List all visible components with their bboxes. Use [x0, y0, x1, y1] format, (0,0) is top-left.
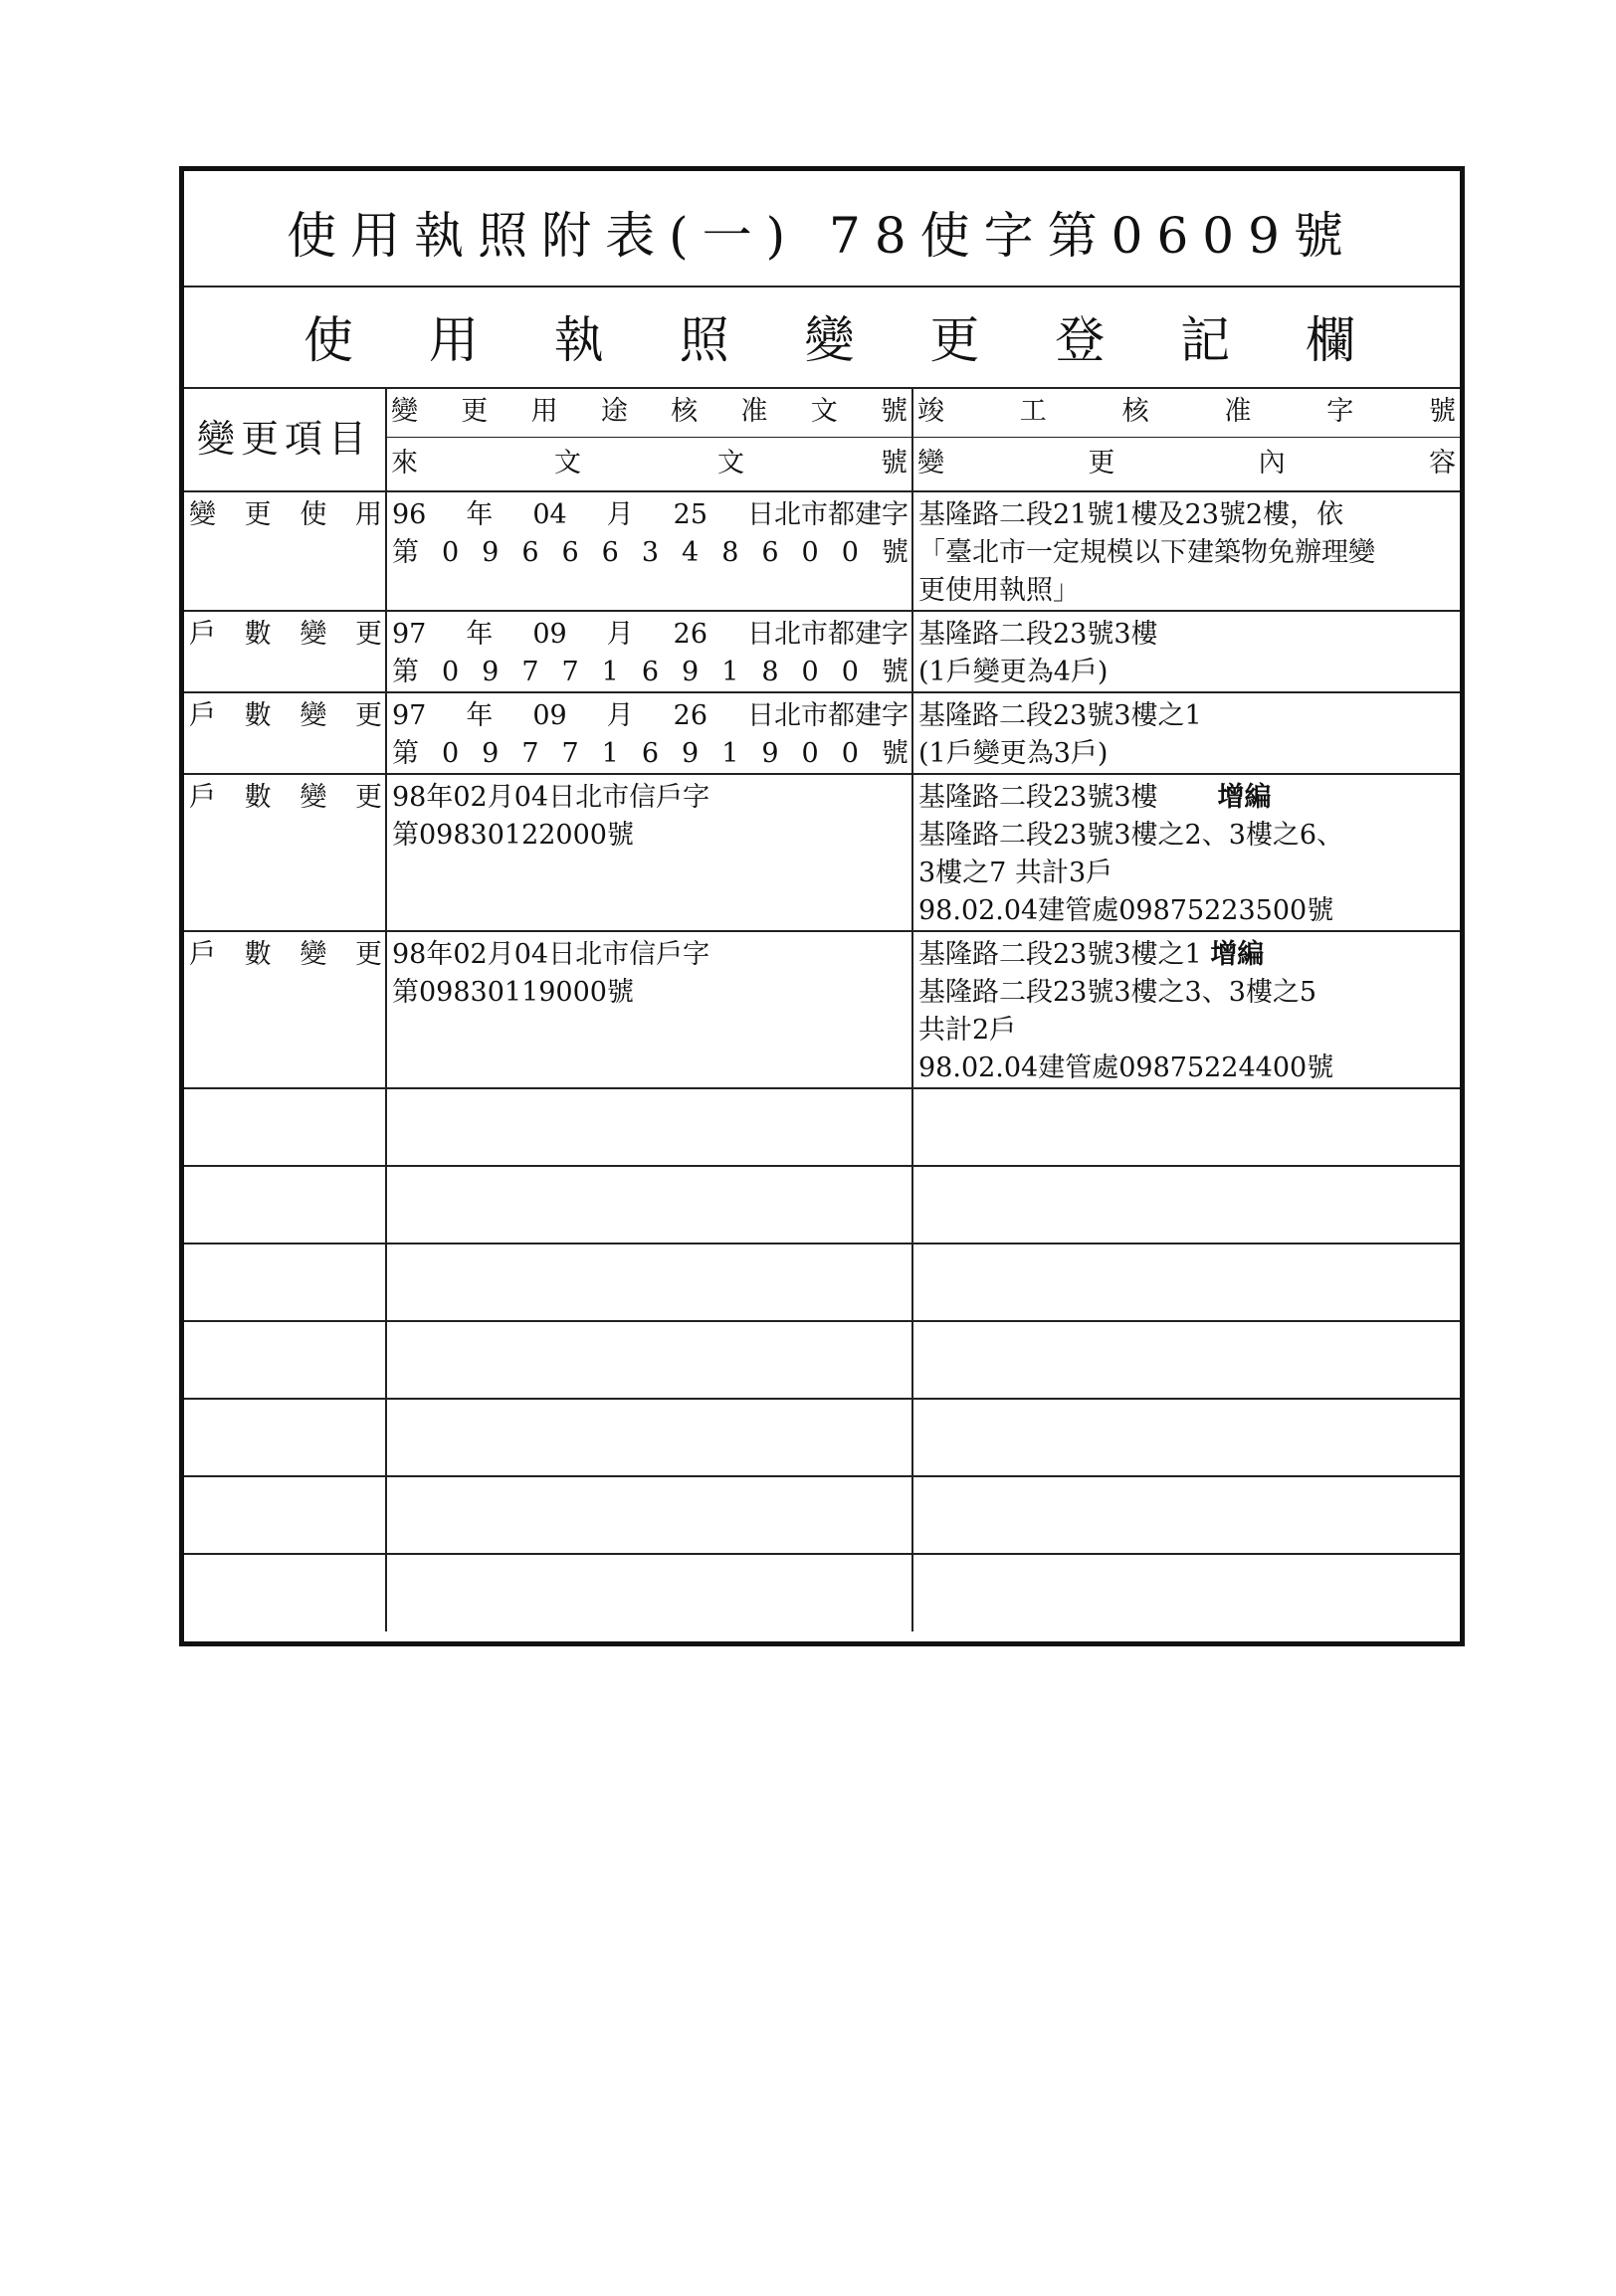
content-line: 基隆路二段23號3樓之3、3樓之5 [918, 977, 1317, 1008]
doc-token: 第 [392, 738, 419, 769]
content-line: 基隆路二段23號3樓之1 [918, 700, 1202, 731]
empty-cell [386, 1321, 912, 1399]
doc-line [392, 697, 909, 735]
item-label [189, 936, 382, 974]
header-char: 文 [717, 448, 744, 478]
empty-cell [184, 1244, 386, 1321]
content-text: 基隆路二段23號3樓之1 [918, 939, 1202, 970]
doc-token: 6 [561, 537, 579, 568]
doc-line [392, 534, 909, 572]
empty-cell [184, 1321, 386, 1399]
doc-token: 年 [466, 700, 494, 731]
doc-token: 月 [606, 700, 634, 731]
change-register-table [184, 387, 1460, 1631]
empty-cell [912, 1476, 1460, 1554]
content-cell [912, 611, 1460, 692]
doc-token: 04 [532, 499, 567, 530]
empty-row [184, 1166, 1460, 1244]
content-line: 「臺北市一定規模以下建築物免辦理變 [918, 537, 1375, 568]
content-line [918, 936, 1457, 974]
doc-line: 98年02月04日北市信戶字 [392, 939, 710, 970]
empty-cell [184, 1399, 386, 1476]
doc-token: 26 [673, 700, 708, 731]
header-approval-cell [912, 387, 1460, 491]
header-doc-cell [386, 387, 912, 491]
form-subtitle [303, 286, 1355, 387]
item-char: 數 [244, 700, 272, 731]
doc-token: 7 [561, 738, 579, 769]
form-title: 使用執照附表(一) 78使字第0609號 [287, 206, 1357, 265]
doc-token: 9 [682, 657, 700, 687]
item-label [189, 697, 382, 735]
doc-token: 0 [841, 738, 859, 769]
doc-token: 0 [801, 657, 819, 687]
empty-cell [912, 1399, 1460, 1476]
doc-token: 日北市都建字 [747, 700, 909, 731]
doc-token: 年 [466, 619, 494, 650]
item-char: 變 [300, 700, 327, 731]
header-char: 工 [1019, 396, 1047, 427]
empty-cell [386, 1476, 912, 1554]
content-line [918, 779, 1457, 817]
doc-token: 1 [601, 657, 619, 687]
doc-token: 09 [532, 619, 567, 650]
header-char: 途 [600, 396, 628, 427]
doc-line [392, 735, 909, 773]
subtitle-char: 使 [303, 311, 353, 369]
empty-row [184, 1321, 1460, 1399]
doc-number-cell [386, 611, 912, 692]
content-line: 共計2戶 [918, 1015, 1017, 1046]
header-item-label: 變更項目 [196, 417, 372, 461]
item-cell [184, 491, 386, 611]
table-row [184, 491, 1460, 611]
doc-token: 26 [673, 619, 708, 650]
doc-token: 第 [392, 537, 419, 568]
item-char: 變 [300, 939, 327, 970]
form-subtitle-row [184, 286, 1460, 389]
item-cell [184, 931, 386, 1088]
content-text: 基隆路二段23號3樓 [918, 782, 1158, 813]
doc-token: 6 [521, 537, 539, 568]
item-char: 戶 [189, 700, 216, 731]
header-item-cell [184, 387, 386, 491]
header-char: 來 [391, 448, 418, 478]
doc-line [392, 616, 909, 654]
subtitle-char: 變 [804, 311, 855, 369]
doc-number-cell [386, 774, 912, 931]
subtitle-char: 更 [929, 311, 980, 369]
header-char: 字 [1326, 396, 1354, 427]
empty-row [184, 1088, 1460, 1166]
empty-cell [912, 1554, 1460, 1631]
header-char: 文 [810, 396, 838, 427]
doc-token: 日北市都建字 [747, 619, 909, 650]
item-char: 數 [244, 619, 272, 650]
item-char: 變 [300, 619, 327, 650]
item-label [189, 496, 382, 534]
doc-token: 7 [561, 657, 579, 687]
doc-token: 97 [392, 619, 427, 650]
table-header-row [184, 387, 1460, 491]
header-char: 號 [880, 396, 908, 427]
doc-token: 號 [881, 738, 909, 769]
empty-row [184, 1399, 1460, 1476]
doc-token: 6 [641, 738, 660, 769]
doc-token: 1 [601, 738, 619, 769]
header-doc-bottom [387, 437, 911, 489]
doc-number-cell [386, 692, 912, 774]
doc-line [392, 654, 909, 691]
item-char: 更 [354, 619, 382, 650]
doc-line: 第09830119000號 [392, 977, 634, 1008]
empty-cell [386, 1399, 912, 1476]
doc-token: 0 [801, 537, 819, 568]
doc-token: 0 [841, 657, 859, 687]
doc-token: 09 [532, 700, 567, 731]
doc-token: 7 [521, 657, 539, 687]
empty-cell [912, 1244, 1460, 1321]
doc-token: 9 [482, 657, 500, 687]
item-cell [184, 774, 386, 931]
subtitle-char: 登 [1055, 311, 1106, 369]
item-char: 戶 [189, 939, 216, 970]
doc-token: 1 [721, 738, 739, 769]
header-char: 號 [1428, 396, 1456, 427]
subtitle-char: 執 [553, 311, 604, 369]
content-line: 更使用執照」 [918, 575, 1080, 606]
item-char: 更 [244, 499, 272, 530]
doc-token: 25 [673, 499, 708, 530]
doc-token: 9 [482, 537, 500, 568]
content-line: 基隆路二段23號3樓 [918, 619, 1158, 650]
header-char: 號 [881, 448, 908, 478]
table-row [184, 774, 1460, 931]
subtitle-char: 用 [428, 311, 479, 369]
empty-cell [912, 1321, 1460, 1399]
doc-token: 0 [441, 537, 460, 568]
doc-token: 號 [881, 657, 909, 687]
table-row [184, 611, 1460, 692]
content-line: 基隆路二段21號1樓及23號2樓，依 [918, 499, 1344, 530]
empty-row [184, 1554, 1460, 1631]
doc-token: 年 [466, 499, 494, 530]
empty-cell [184, 1554, 386, 1631]
item-char: 變 [300, 782, 327, 813]
item-char: 變 [189, 499, 216, 530]
content-cell [912, 774, 1460, 931]
content-line: 98.02.04建管處09875224400號 [918, 1052, 1334, 1083]
doc-token: 4 [682, 537, 700, 568]
header-char: 容 [1428, 448, 1456, 478]
empty-row [184, 1244, 1460, 1321]
item-char: 更 [354, 782, 382, 813]
added-tag: 增編 [1210, 939, 1265, 970]
doc-token: 號 [881, 537, 909, 568]
header-char: 核 [671, 396, 699, 427]
doc-token: 6 [641, 657, 660, 687]
item-label [189, 616, 382, 654]
empty-cell [184, 1088, 386, 1166]
header-char: 文 [554, 448, 581, 478]
subtitle-char: 記 [1180, 311, 1231, 369]
doc-token: 0 [441, 738, 460, 769]
doc-token: 97 [392, 700, 427, 731]
header-char: 竣 [917, 396, 944, 427]
header-doc-top [387, 387, 911, 437]
item-char: 戶 [189, 619, 216, 650]
doc-line: 98年02月04日北市信戶字 [392, 782, 710, 813]
doc-token: 9 [482, 738, 500, 769]
header-approval-top [913, 387, 1460, 437]
empty-cell [386, 1554, 912, 1631]
subtitle-char: 照 [679, 311, 729, 369]
header-char: 變 [391, 396, 418, 427]
header-char: 變 [917, 448, 944, 478]
table-row [184, 692, 1460, 774]
header-char: 准 [740, 396, 768, 427]
subtitle-char: 欄 [1306, 311, 1355, 369]
item-char: 更 [354, 700, 382, 731]
empty-row [184, 1476, 1460, 1554]
doc-number-cell [386, 491, 912, 611]
doc-token: 1 [721, 657, 739, 687]
table-row [184, 931, 1460, 1088]
doc-token: 第 [392, 657, 419, 687]
content-cell [912, 491, 1460, 611]
item-cell [184, 611, 386, 692]
usage-permit-form [179, 166, 1465, 1646]
doc-line: 第09830122000號 [392, 820, 634, 851]
item-char: 更 [354, 939, 382, 970]
doc-token: 7 [521, 738, 539, 769]
content-line: (1戶變更為3戶) [918, 738, 1109, 769]
content-line: 98.02.04建管處09875223500號 [918, 895, 1334, 926]
content-line: (1戶變更為4戶) [918, 657, 1109, 687]
doc-token: 8 [761, 657, 779, 687]
empty-cell [912, 1088, 1460, 1166]
item-char: 數 [244, 782, 272, 813]
empty-cell [386, 1244, 912, 1321]
doc-token: 6 [601, 537, 619, 568]
doc-token: 96 [392, 499, 427, 530]
item-char: 數 [244, 939, 272, 970]
doc-line [392, 496, 909, 534]
item-char: 用 [354, 499, 382, 530]
doc-token: 0 [801, 738, 819, 769]
doc-token: 8 [721, 537, 739, 568]
header-char: 核 [1121, 396, 1149, 427]
doc-token: 9 [761, 738, 779, 769]
doc-token: 月 [606, 499, 634, 530]
content-line: 基隆路二段23號3樓之2、3樓之6、 [918, 820, 1344, 851]
doc-token: 9 [682, 738, 700, 769]
doc-token: 0 [841, 537, 859, 568]
header-char: 用 [530, 396, 558, 427]
doc-token: 3 [641, 537, 660, 568]
doc-number-cell [386, 931, 912, 1088]
item-label [189, 779, 382, 817]
doc-token: 日北市都建字 [747, 499, 909, 530]
empty-cell [386, 1088, 912, 1166]
empty-cell [386, 1166, 912, 1244]
header-approval-bottom [913, 437, 1460, 489]
doc-token: 月 [606, 619, 634, 650]
header-char: 更 [1088, 448, 1115, 478]
doc-token: 0 [441, 657, 460, 687]
empty-cell [912, 1166, 1460, 1244]
content-cell [912, 931, 1460, 1088]
form-title-row [184, 171, 1460, 287]
item-char: 戶 [189, 782, 216, 813]
empty-cell [184, 1476, 386, 1554]
content-cell [912, 692, 1460, 774]
item-char: 使 [300, 499, 327, 530]
empty-cell [184, 1166, 386, 1244]
added-tag: 增編 [1217, 782, 1272, 813]
content-line: 3樓之7 共計3戶 [918, 858, 1113, 888]
item-cell [184, 692, 386, 774]
header-char: 內 [1258, 448, 1286, 478]
doc-token: 6 [761, 537, 779, 568]
header-char: 更 [461, 396, 489, 427]
header-char: 准 [1224, 396, 1252, 427]
